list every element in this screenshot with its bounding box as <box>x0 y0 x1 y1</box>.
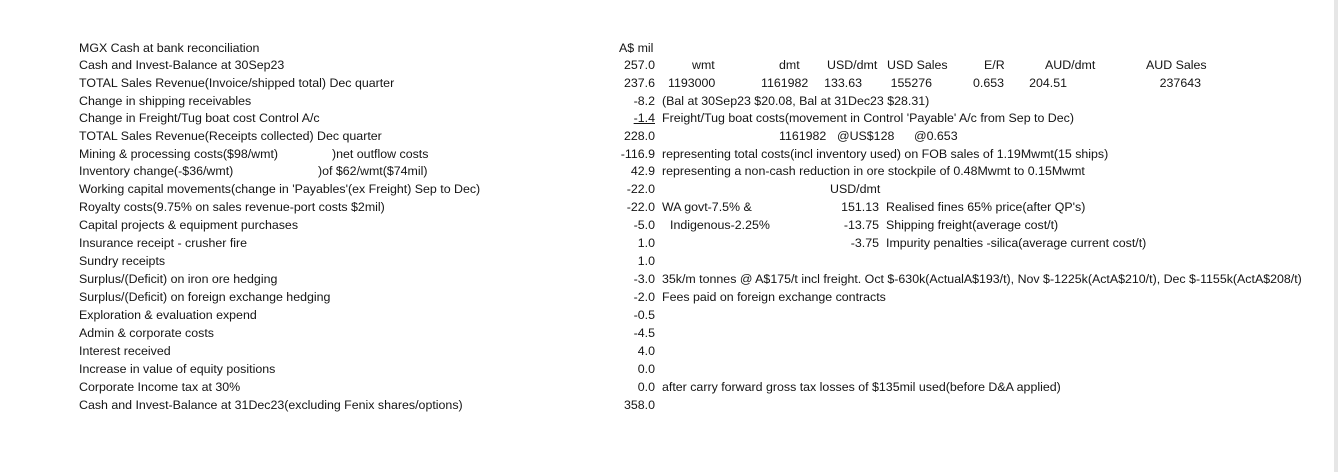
row-label: Capital projects & equipment purchases <box>79 218 299 232</box>
row-label: TOTAL Sales Revenue(Invoice/shipped total) Dec quarter <box>79 76 395 90</box>
row-note: Freight/Tug boat costs(movement in Control 'Payable' A/c from Sep to Dec) <box>662 111 1074 125</box>
row-note: Indigenous-2.25% <box>670 218 770 232</box>
note-er: @0.653 <box>914 129 958 143</box>
row-label: Inventory change(-$36/wmt) <box>79 164 234 178</box>
row-value: -2.0 <box>633 290 655 304</box>
header-aud-dmt: AUD/dmt <box>1045 58 1096 72</box>
table-row <box>0 325 1338 342</box>
header-aud-sales: AUD Sales <box>1146 58 1207 72</box>
row-label: Increase in value of equity positions <box>79 362 276 376</box>
row-value: 42.9 <box>630 164 655 178</box>
row-value: 0.0 <box>637 362 655 376</box>
note-value: -13.75 <box>843 218 879 232</box>
table-row <box>0 361 1338 378</box>
note-text: Impurity penalties -silica(average current cost/t) <box>886 236 1147 250</box>
row-label: Royalty costs(9.75% on sales revenue-port costs $2mil) <box>79 200 385 214</box>
row-value: -5.0 <box>633 218 655 232</box>
row-label: Cash and Invest-Balance at 30Sep23 <box>79 58 285 72</box>
row-value: -22.0 <box>626 182 655 196</box>
row-label: Change in shipping receivables <box>79 94 252 108</box>
row-label: Admin & corporate costs <box>79 326 214 340</box>
note-price: @US$128 <box>837 129 895 143</box>
row-label: Mining & processing costs($98/wmt) <box>79 147 279 161</box>
row-value: -22.0 <box>626 200 655 214</box>
row-label: Sundry receipts <box>79 254 166 268</box>
table-row <box>0 181 1338 198</box>
row-note: representing total costs(incl inventory used) on FOB sales of 1.19Mwmt(15 ships) <box>662 147 1109 161</box>
row-note: WA govt-7.5% & <box>662 200 752 214</box>
row-note: 35k/m tonnes @ A$175/t incl freight. Oct $-630k(ActualA$193/t), Nov $-1225k(ActA$210/t), Dec $-1155k(ActA$208/t) <box>662 272 1302 286</box>
note-text: Shipping freight(average cost/t) <box>886 218 1059 232</box>
row-label: Working capital movements(change in 'Payables'(ex Freight) Sep to Dec) <box>79 182 481 196</box>
row-value: -0.5 <box>633 308 655 322</box>
table-row <box>0 57 1338 74</box>
row-value: -8.2 <box>633 94 655 108</box>
row-label: Cash and Invest-Balance at 31Dec23(excluding Fenix shares/options) <box>79 398 463 412</box>
unit-header: A$ mil <box>619 41 654 55</box>
row-label-bracket: )net outflow costs <box>332 147 429 161</box>
row-value: 257.0 <box>623 58 655 72</box>
title-row <box>0 40 1338 57</box>
row-label: Corporate Income tax at 30% <box>79 380 241 394</box>
table-row <box>0 93 1338 110</box>
row-note: (Bal at 30Sep23 $20.08, Bal at 31Dec23 $28.31) <box>662 94 930 108</box>
value-dmt: 1161982 <box>761 76 809 90</box>
row-value: 358.0 <box>623 398 655 412</box>
row-note: representing a non-cash reduction in ore stockpile of 0.48Mwmt to 0.15Mwmt <box>662 164 1085 178</box>
value-usd-sales: 155276 <box>890 76 932 90</box>
row-label: Surplus/(Deficit) on iron ore hedging <box>79 272 278 286</box>
row-value: 1.0 <box>637 236 655 250</box>
table-row <box>0 235 1338 252</box>
table-row <box>0 110 1338 127</box>
row-label: Exploration & evaluation expend <box>79 308 257 322</box>
row-note: after carry forward gross tax losses of $135mil used(before D&A applied) <box>662 380 1061 394</box>
value-usd-dmt: 133.63 <box>824 76 862 90</box>
note-value: -3.75 <box>850 236 879 250</box>
row-label: Insurance receipt - crusher fire <box>79 236 248 250</box>
table-row <box>0 343 1338 360</box>
table-row <box>0 379 1338 396</box>
value-wmt: 1193000 <box>668 76 716 90</box>
header-er: E/R <box>984 58 1005 72</box>
row-label: Change in Freight/Tug boat cost Control A/c <box>79 111 320 125</box>
row-value: 1.0 <box>637 254 655 268</box>
row-value: 0.0 <box>637 380 655 394</box>
row-label: Interest received <box>79 344 171 358</box>
table-row <box>0 271 1338 288</box>
header-usd-dmt: USD/dmt <box>827 58 878 72</box>
header-usd-sales: USD Sales <box>887 58 948 72</box>
row-label: TOTAL Sales Revenue(Receipts collected) Dec quarter <box>79 129 382 143</box>
table-row <box>0 397 1338 414</box>
table-row <box>0 253 1338 270</box>
table-row <box>0 289 1338 306</box>
row-label: Surplus/(Deficit) on foreign exchange hedging <box>79 290 331 304</box>
row-value: -116.9 <box>620 147 655 161</box>
row-value: 228.0 <box>623 129 655 143</box>
value-er: 0.653 <box>973 76 1005 90</box>
row-value: -3.0 <box>633 272 655 286</box>
row-value: 4.0 <box>637 344 655 358</box>
note-value: 151.13 <box>841 200 879 214</box>
table-row <box>0 199 1338 216</box>
header-wmt: wmt <box>692 58 715 72</box>
table-row <box>0 217 1338 234</box>
table-row <box>0 128 1338 145</box>
doc-title: MGX Cash at bank reconciliation <box>79 41 260 55</box>
note-dmt: 1161982 <box>779 129 827 143</box>
row-value: -1.4 <box>633 111 655 125</box>
row-note: Fees paid on foreign exchange contracts <box>662 290 886 304</box>
table-row <box>0 163 1338 180</box>
value-aud-dmt: 204.51 <box>1029 76 1067 90</box>
table-row <box>0 146 1338 163</box>
row-label-bracket: )of $62/wmt($74mil) <box>318 164 428 178</box>
note-unit: USD/dmt <box>830 182 881 196</box>
note-text: Realised fines 65% price(after QP's) <box>886 200 1086 214</box>
header-dmt: dmt <box>779 58 800 72</box>
value-aud-sales: 237643 <box>1159 76 1201 90</box>
row-value: -4.5 <box>633 326 655 340</box>
row-value: 237.6 <box>623 76 655 90</box>
table-row <box>0 75 1338 92</box>
table-row <box>0 307 1338 324</box>
